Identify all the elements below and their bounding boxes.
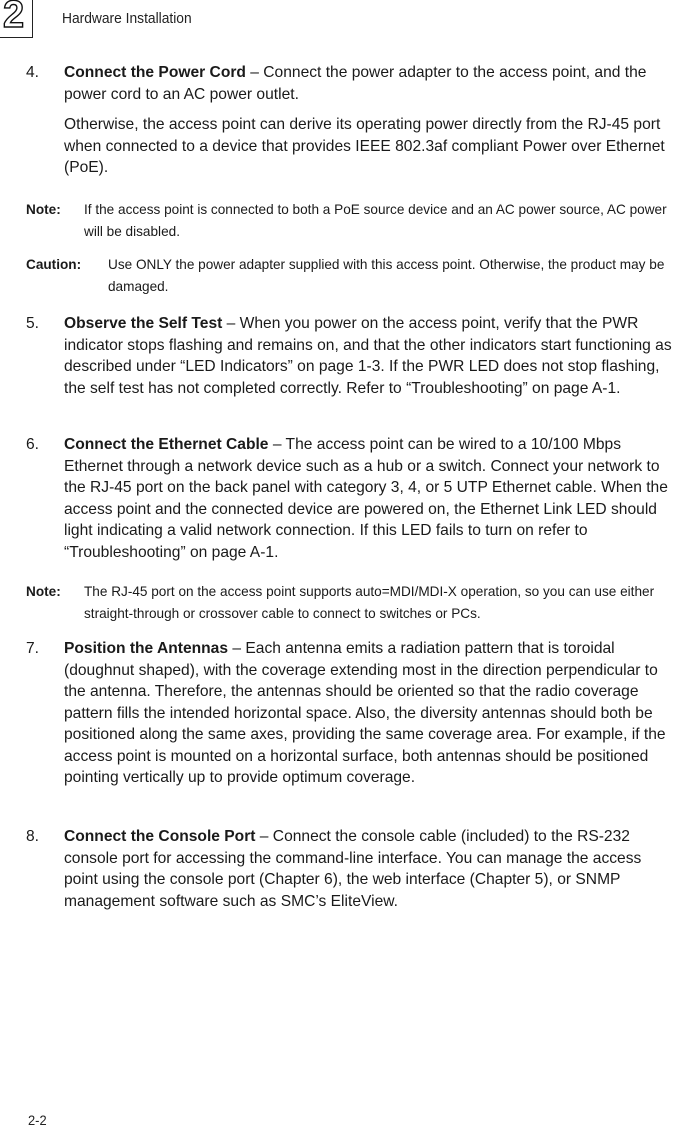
page-number: 2-2 [28,1112,47,1128]
step-number: 6. [26,436,40,453]
step-number: 5. [26,315,40,332]
step-7 [26,638,676,789]
step-text: – When you power on the access point, verify that the PWR indicator stops flashing and remains on, and that the other indicators start functioning as described under “LED Indicators” on page 1-3. If the PWR LED does not stop flashing, the self test has not completed correctly. Refer to “Troubleshooting” on page A-1. [64,315,672,397]
step-extra-paragraph: Otherwise, the access point can derive its operating power directly from the RJ-45 port when connected to a device that provides IEEE 802.3af compliant Power over Ethernet (PoE). [64,116,665,176]
note-label: Note: [26,584,61,599]
note-text: If the access point is connected to both a PoE source device and an AC power source, AC power will be disabled. [84,202,667,239]
step-number: 8. [26,828,40,845]
note-poe [26,199,678,243]
step-6 [26,434,676,563]
step-8 [26,826,676,912]
step-text: – Connect the power adapter to the access point, and the power cord to an AC power outlet. [64,64,647,103]
step-title: Position the Antennas [64,640,229,657]
step-5 [26,313,676,399]
chapter-number: 2 [3,0,25,36]
step-title: Connect the Console Port [64,828,256,845]
running-title: Hardware Installation [62,10,192,27]
note-text: The RJ-45 port on the access point supports auto=MDI/MDI-X operation, so you can use either straight-through or crossover cable to connect to switches or PCs. [84,584,655,621]
note-rj45 [26,581,678,625]
note-label: Note: [26,202,61,217]
step-text: – The access point can be wired to a 10/100 Mbps Ethernet through a network device such as a hub or a switch. Connect your network to the RJ-45 port on the back panel with category 3, 4, or 5 UTP Ethernet cable. When the access point and the connected device are powered on, the Ethernet Link LED should light indicating a valid network connection. If this LED fails to turn on refer to “Troubleshooting” on page A-1. [64,436,668,561]
step-text: – Connect the console cable (included) to the RS-232 console port for accessing the command-line interface. You can manage the access point using the console port (Chapter 6), the web interface (Chapter 5), or SNMP management software such as SMC’s EliteView. [64,828,642,910]
caution-label: Caution: [26,257,82,272]
caution-text: Use ONLY the power adapter supplied with this access point. Otherwise, the product may be damaged. [108,257,665,294]
step-title: Connect the Power Cord [64,64,246,81]
step-title: Connect the Ethernet Cable [64,436,269,453]
step-number: 7. [26,640,40,657]
step-text: – Each antenna emits a radiation pattern that is toroidal (doughnut shaped), with the coverage extending most in the direction perpendicular to the antenna. Therefore, the antennas should be oriented so that the radio coverage pattern fills the intended horizontal space. Also, the diversity antennas should both be positioned along the same axes, providing the same coverage area. For example, if the access point is mounted on a horizontal surface, both antennas should be positioned pointing vertically up to provide optimum coverage. [64,640,666,786]
chapter-tab [0,0,33,38]
caution-power-adapter [26,254,678,298]
step-4 [26,62,676,179]
step-title: Observe the Self Test [64,315,223,332]
step-number: 4. [26,64,40,81]
